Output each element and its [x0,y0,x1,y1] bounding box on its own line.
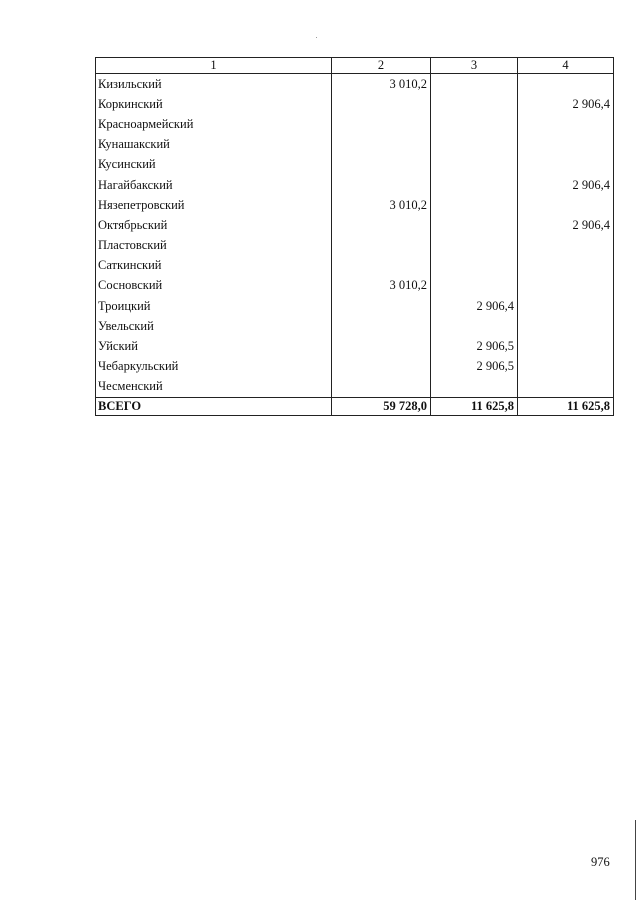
district-name: Увельский [96,316,332,336]
value-col-4 [518,195,614,215]
scan-edge-line [635,820,636,900]
value-col-2 [332,114,431,134]
value-col-4 [518,316,614,336]
page-number: 976 [591,855,610,869]
table-body [96,74,614,398]
value-col-2 [332,236,431,256]
value-col-4 [518,74,614,95]
value-col-2: 3 010,2 [332,276,431,296]
value-col-2 [332,357,431,377]
value-col-3 [431,135,518,155]
value-col-3 [431,74,518,95]
value-col-2: 3 010,2 [332,74,431,95]
table-row [96,195,614,215]
data-table [95,57,614,416]
table-row [96,336,614,356]
value-col-3: 2 906,4 [431,296,518,316]
value-col-4 [518,236,614,256]
value-col-3 [431,155,518,175]
table-row [96,155,614,175]
value-col-3 [431,256,518,276]
header-col-3: 3 [431,58,518,74]
district-name: Пластовский [96,236,332,256]
table-row [96,94,614,114]
header-row [96,58,614,74]
table-row [96,135,614,155]
table-row [96,114,614,134]
value-col-4 [518,296,614,316]
total-label: ВСЕГО [96,398,332,416]
value-col-3 [431,94,518,114]
value-col-4 [518,357,614,377]
district-name: Саткинский [96,256,332,276]
value-col-3 [431,175,518,195]
value-col-3 [431,276,518,296]
district-name: Коркинский [96,94,332,114]
district-name: Чесменский [96,377,332,398]
value-col-3 [431,377,518,398]
table-row [96,74,614,95]
table-header [96,58,614,74]
table-row [96,175,614,195]
district-name: Уйский [96,336,332,356]
value-col-4 [518,155,614,175]
table-row [96,377,614,398]
value-col-2 [332,336,431,356]
value-col-2 [332,155,431,175]
value-col-2 [332,377,431,398]
table-row [96,316,614,336]
district-name: Нагайбакский [96,175,332,195]
table-footer [96,398,614,416]
value-col-2 [332,256,431,276]
scan-artifact-dot [316,37,317,38]
value-col-2 [332,135,431,155]
district-name: Кусинский [96,155,332,175]
value-col-4 [518,276,614,296]
district-name: Кунашакский [96,135,332,155]
value-col-2 [332,215,431,235]
header-col-4: 4 [518,58,614,74]
table-row [96,296,614,316]
table-row [96,215,614,235]
district-name: Кизильский [96,74,332,95]
value-col-2 [332,175,431,195]
table-row [96,357,614,377]
value-col-2: 3 010,2 [332,195,431,215]
value-col-2 [332,296,431,316]
total-col-3: 11 625,8 [431,398,518,416]
value-col-3 [431,195,518,215]
district-name: Троицкий [96,296,332,316]
value-col-4 [518,336,614,356]
table-row [96,276,614,296]
district-name: Чебаркульский [96,357,332,377]
value-col-4: 2 906,4 [518,94,614,114]
value-col-3 [431,215,518,235]
district-name: Сосновский [96,276,332,296]
value-col-4 [518,256,614,276]
value-col-4 [518,135,614,155]
value-col-2 [332,94,431,114]
table-row [96,236,614,256]
total-col-2: 59 728,0 [332,398,431,416]
value-col-3 [431,114,518,134]
value-col-3 [431,236,518,256]
header-col-1: 1 [96,58,332,74]
district-name: Нязепетровский [96,195,332,215]
district-name: Октябрьский [96,215,332,235]
value-col-4 [518,114,614,134]
total-col-4: 11 625,8 [518,398,614,416]
table-row [96,256,614,276]
value-col-3 [431,316,518,336]
value-col-3: 2 906,5 [431,336,518,356]
value-col-4 [518,377,614,398]
district-name: Красноармейский [96,114,332,134]
value-col-4: 2 906,4 [518,175,614,195]
total-row [96,398,614,416]
value-col-4: 2 906,4 [518,215,614,235]
value-col-2 [332,316,431,336]
value-col-3: 2 906,5 [431,357,518,377]
header-col-2: 2 [332,58,431,74]
